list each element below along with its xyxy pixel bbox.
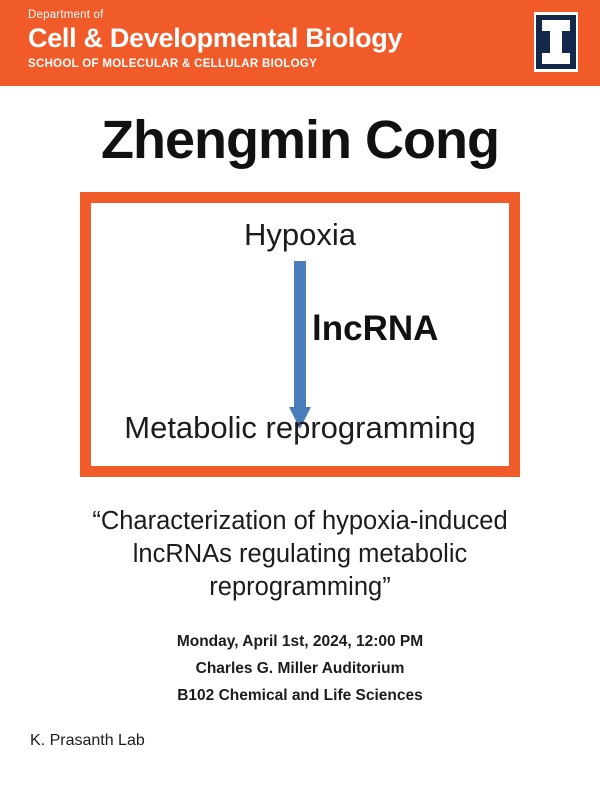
pathway-diagram [80, 192, 520, 477]
diagram-bottom-label: Metabolic reprogramming [124, 410, 476, 445]
event-datetime: Monday, April 1st, 2024, 12:00 PM [176, 633, 424, 650]
diagram-middle-label: lncRNA [312, 309, 439, 348]
talk-title: “Characterization of hypoxia-induced lncRNAs regulating metabolic reprogramming” [92, 507, 508, 601]
school-label: SCHOOL OF MOLECULAR & CELLULAR BIOLOGY [28, 58, 318, 70]
diagram-top-label: Hypoxia [244, 217, 356, 252]
speaker-name: Zhengmin Cong [101, 110, 499, 170]
poster-header [0, 0, 600, 86]
event-building: B102 Chemical and Life Sciences [177, 687, 423, 704]
down-arrow-icon [289, 261, 311, 431]
department-label: Department of [28, 9, 104, 21]
event-details [40, 628, 560, 709]
event-venue: Charles G. Miller Auditorium [195, 660, 405, 677]
illinois-block-i-logo [534, 12, 578, 72]
lab-label: K. Prasanth Lab [30, 732, 145, 749]
arrow-shaft [294, 261, 306, 407]
unit-name: Cell & Developmental Biology [28, 23, 403, 53]
